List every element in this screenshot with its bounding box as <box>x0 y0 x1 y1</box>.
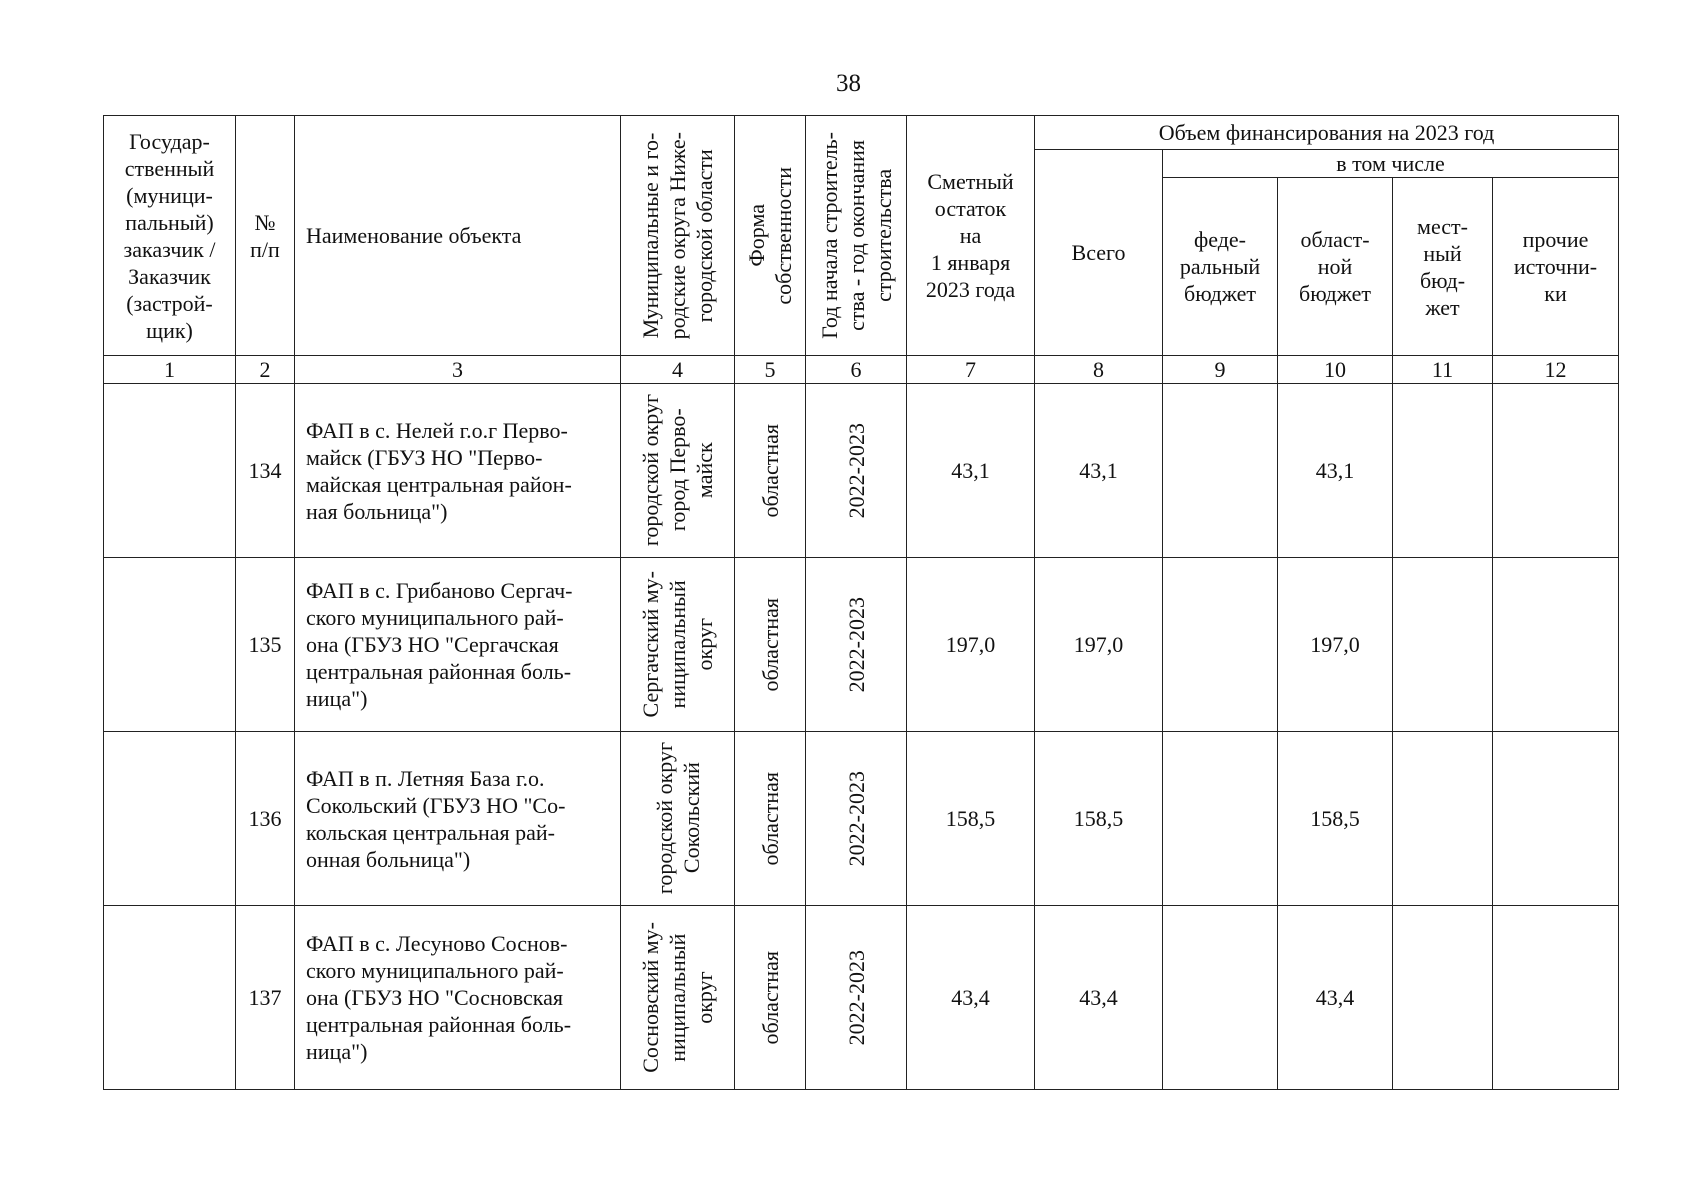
column-number: 11 <box>1393 356 1493 384</box>
other-cell <box>1493 906 1619 1090</box>
ownership-cell: областная <box>735 384 806 558</box>
header-total: Всего <box>1035 150 1163 356</box>
estimate-cell: 158,5 <box>907 732 1035 906</box>
years-cell: 2022-2023 <box>806 384 907 558</box>
object-name: ФАП в с. Грибаново Сергач- ского муниципального рай- она (ГБУЗ НО "Сергачская центральная районная боль- ница") <box>295 558 621 732</box>
header-federal: феде- ральный бюджет <box>1163 178 1278 356</box>
customer-cell <box>104 384 236 558</box>
header-including: в том числе <box>1163 150 1619 178</box>
estimate-cell: 43,1 <box>907 384 1035 558</box>
header-regional: област- ной бюджет <box>1278 178 1393 356</box>
total-cell: 158,5 <box>1035 732 1163 906</box>
years-cell: 2022-2023 <box>806 906 907 1090</box>
object-name: ФАП в с. Лесуново Соснов- ского муниципального рай- она (ГБУЗ НО "Сосновская центральная районная боль- ница") <box>295 906 621 1090</box>
table-row <box>104 906 1619 1090</box>
ownership-cell: областная <box>735 732 806 906</box>
column-number: 3 <box>295 356 621 384</box>
estimate-cell: 197,0 <box>907 558 1035 732</box>
other-cell <box>1493 384 1619 558</box>
column-number: 9 <box>1163 356 1278 384</box>
header-financing-group: Объем финансирования на 2023 год <box>1035 116 1619 150</box>
financing-table <box>103 115 1619 1090</box>
customer-cell <box>104 558 236 732</box>
row-number: 134 <box>236 384 295 558</box>
federal-cell <box>1163 906 1278 1090</box>
years-cell: 2022-2023 <box>806 732 907 906</box>
row-number: 136 <box>236 732 295 906</box>
ownership-cell: областная <box>735 558 806 732</box>
header-customer: Государ- ственный (муници- пальный) заказчик / Заказчик (застрой- щик) <box>104 116 236 356</box>
header-other: прочие источни- ки <box>1493 178 1619 356</box>
regional-cell: 197,0 <box>1278 558 1393 732</box>
column-number: 2 <box>236 356 295 384</box>
other-cell <box>1493 558 1619 732</box>
federal-cell <box>1163 558 1278 732</box>
ownership-cell: областная <box>735 906 806 1090</box>
federal-cell <box>1163 384 1278 558</box>
customer-cell <box>104 906 236 1090</box>
regional-cell: 43,4 <box>1278 906 1393 1090</box>
local-cell <box>1393 732 1493 906</box>
column-numbers-row <box>104 356 1619 384</box>
column-number: 4 <box>621 356 735 384</box>
regional-cell: 158,5 <box>1278 732 1393 906</box>
years-cell: 2022-2023 <box>806 558 907 732</box>
header-district: Муниципальные и го- родские округа Ниже- городской области <box>621 116 735 356</box>
customer-cell <box>104 732 236 906</box>
total-cell: 43,1 <box>1035 384 1163 558</box>
table-row <box>104 732 1619 906</box>
table-row <box>104 384 1619 558</box>
table-row <box>104 558 1619 732</box>
object-name: ФАП в п. Летняя База г.о. Сокольский (ГБУЗ НО "Со- кольская центральная рай- онная больница") <box>295 732 621 906</box>
column-number: 5 <box>735 356 806 384</box>
local-cell <box>1393 906 1493 1090</box>
district-cell: Сосновский му- ниципальный округ <box>621 906 735 1090</box>
column-number: 8 <box>1035 356 1163 384</box>
total-cell: 43,4 <box>1035 906 1163 1090</box>
column-number: 12 <box>1493 356 1619 384</box>
district-cell: Сергачский му- ниципальный округ <box>621 558 735 732</box>
district-cell: городской округ город Перво- майск <box>621 384 735 558</box>
row-number: 135 <box>236 558 295 732</box>
total-cell: 197,0 <box>1035 558 1163 732</box>
header-number: № п/п <box>236 116 295 356</box>
column-number: 1 <box>104 356 236 384</box>
estimate-cell: 43,4 <box>907 906 1035 1090</box>
header-estimate: Сметный остаток на 1 января 2023 года <box>907 116 1035 356</box>
header-ownership: Форма собственности <box>735 116 806 356</box>
page-number: 38 <box>836 70 861 97</box>
regional-cell: 43,1 <box>1278 384 1393 558</box>
other-cell <box>1493 732 1619 906</box>
local-cell <box>1393 384 1493 558</box>
column-number: 6 <box>806 356 907 384</box>
district-cell: городской округ Сокольский <box>621 732 735 906</box>
column-number: 7 <box>907 356 1035 384</box>
column-number: 10 <box>1278 356 1393 384</box>
object-name: ФАП в с. Нелей г.о.г Перво- майск (ГБУЗ НО "Перво- майская центральная район- ная больница") <box>295 384 621 558</box>
header-years: Год начала строитель- ства - год окончания строительства <box>806 116 907 356</box>
row-number: 137 <box>236 906 295 1090</box>
local-cell <box>1393 558 1493 732</box>
header-object-name: Наименование объекта <box>295 116 621 356</box>
federal-cell <box>1163 732 1278 906</box>
header-local: мест- ный бюд- жет <box>1393 178 1493 356</box>
